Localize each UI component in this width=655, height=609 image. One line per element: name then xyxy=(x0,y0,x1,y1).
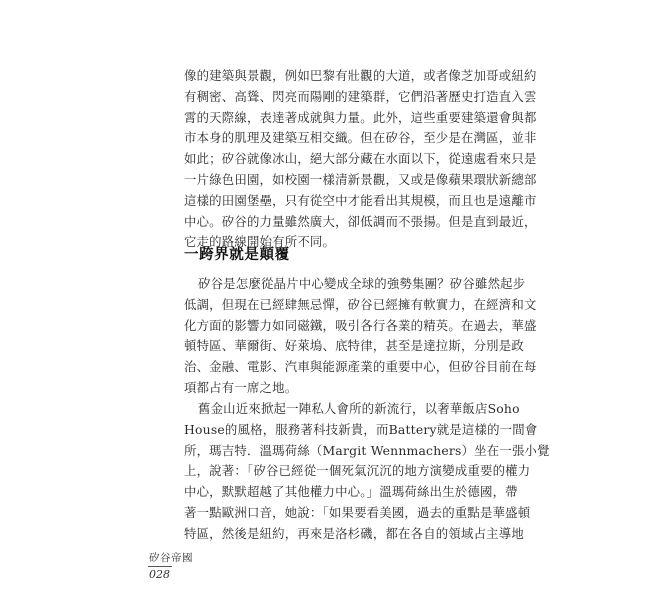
text-line: 舊金山近來掀起一陣私人會所的新流行，以奢華飯店Soho xyxy=(198,401,520,416)
text-line: 霄的天際線，表達著成就與力量。此外，這些重要建築還會與都 xyxy=(184,109,537,125)
text-line: 一片綠色田園，如校園一樣清新景觀，又或是像蘋果環狀新總部 xyxy=(184,171,537,187)
footer-divider xyxy=(148,566,172,567)
paragraph-1 xyxy=(184,274,537,399)
text-line: 治、金融、電影、汽車與能源產業的重要中心，但矽谷目前在每 xyxy=(184,359,537,375)
text-line: 像的建築與景觀，例如巴黎有壯觀的大道，或者像芝加哥或紐約 xyxy=(184,68,537,83)
text-line: 中心。矽谷的力量雖然廣大，卻低調而不張揚。但是直到最近， xyxy=(184,213,537,229)
text-line: 所，瑪吉特．溫瑪荷絲（Margit Wennmachers）坐在一張小覺 xyxy=(184,442,550,458)
text-line: 頓特區、華爾街、好萊塢、底特律，甚至是達拉斯，分別是政 xyxy=(184,338,524,354)
text-line: 低調，但現在已經肆無忌憚，矽谷已經擁有軟實力，在經濟和文 xyxy=(184,296,537,312)
text-line: House的風格，服務著科技新貴，而Battery就是這樣的一間會 xyxy=(184,421,538,437)
text-line: 中心，默默超越了其他權力中心。」溫瑪荷絲出生於德國，帶 xyxy=(184,484,518,500)
text-line: 著一點歐洲口音，她說：「如果要看美國，過去的重點是華盛頓 xyxy=(184,504,531,520)
text-line: 化方面的影響力如同磁鐵，吸引各行各業的精英。在過去，華盛 xyxy=(184,317,537,333)
text-line: 項都占有一席之地。 xyxy=(184,379,298,395)
text-line: 上，說著：「矽谷已經從一個死氣沉沉的地方演變成重要的權力 xyxy=(184,463,531,479)
text-line: 這樣的田園堡壘，只有從空中才能看出其規模，而且也是遠離市 xyxy=(184,192,537,208)
text-line: 市本身的肌理及建築互相交織。但在矽谷，至少是在灣區，並非 xyxy=(184,130,537,146)
running-footer-title: 矽谷帝國 xyxy=(149,552,193,564)
text-line: 有稠密、高聳、閃亮而陽剛的建築群，它們沿著歷史打造直入雲 xyxy=(184,88,537,104)
section-heading: 一跨界就是顛覆 xyxy=(184,247,290,263)
text-line: 矽谷是怎麼從晶片中心變成全球的強勢集團？矽谷雖然起步 xyxy=(198,276,526,291)
text-line: 如此；矽谷就像冰山，絕大部分藏在水面以下，從遠處看來只是 xyxy=(184,151,537,167)
paragraph-2 xyxy=(184,399,550,545)
text-line: 特區，然後是紐約，再來是洛杉磯，都在各自的領域占主導地 xyxy=(184,525,524,541)
page-number: 028 xyxy=(149,568,170,581)
paragraph-intro xyxy=(184,66,537,253)
text-line: 它走的路線開始有所不同。 xyxy=(184,234,336,250)
